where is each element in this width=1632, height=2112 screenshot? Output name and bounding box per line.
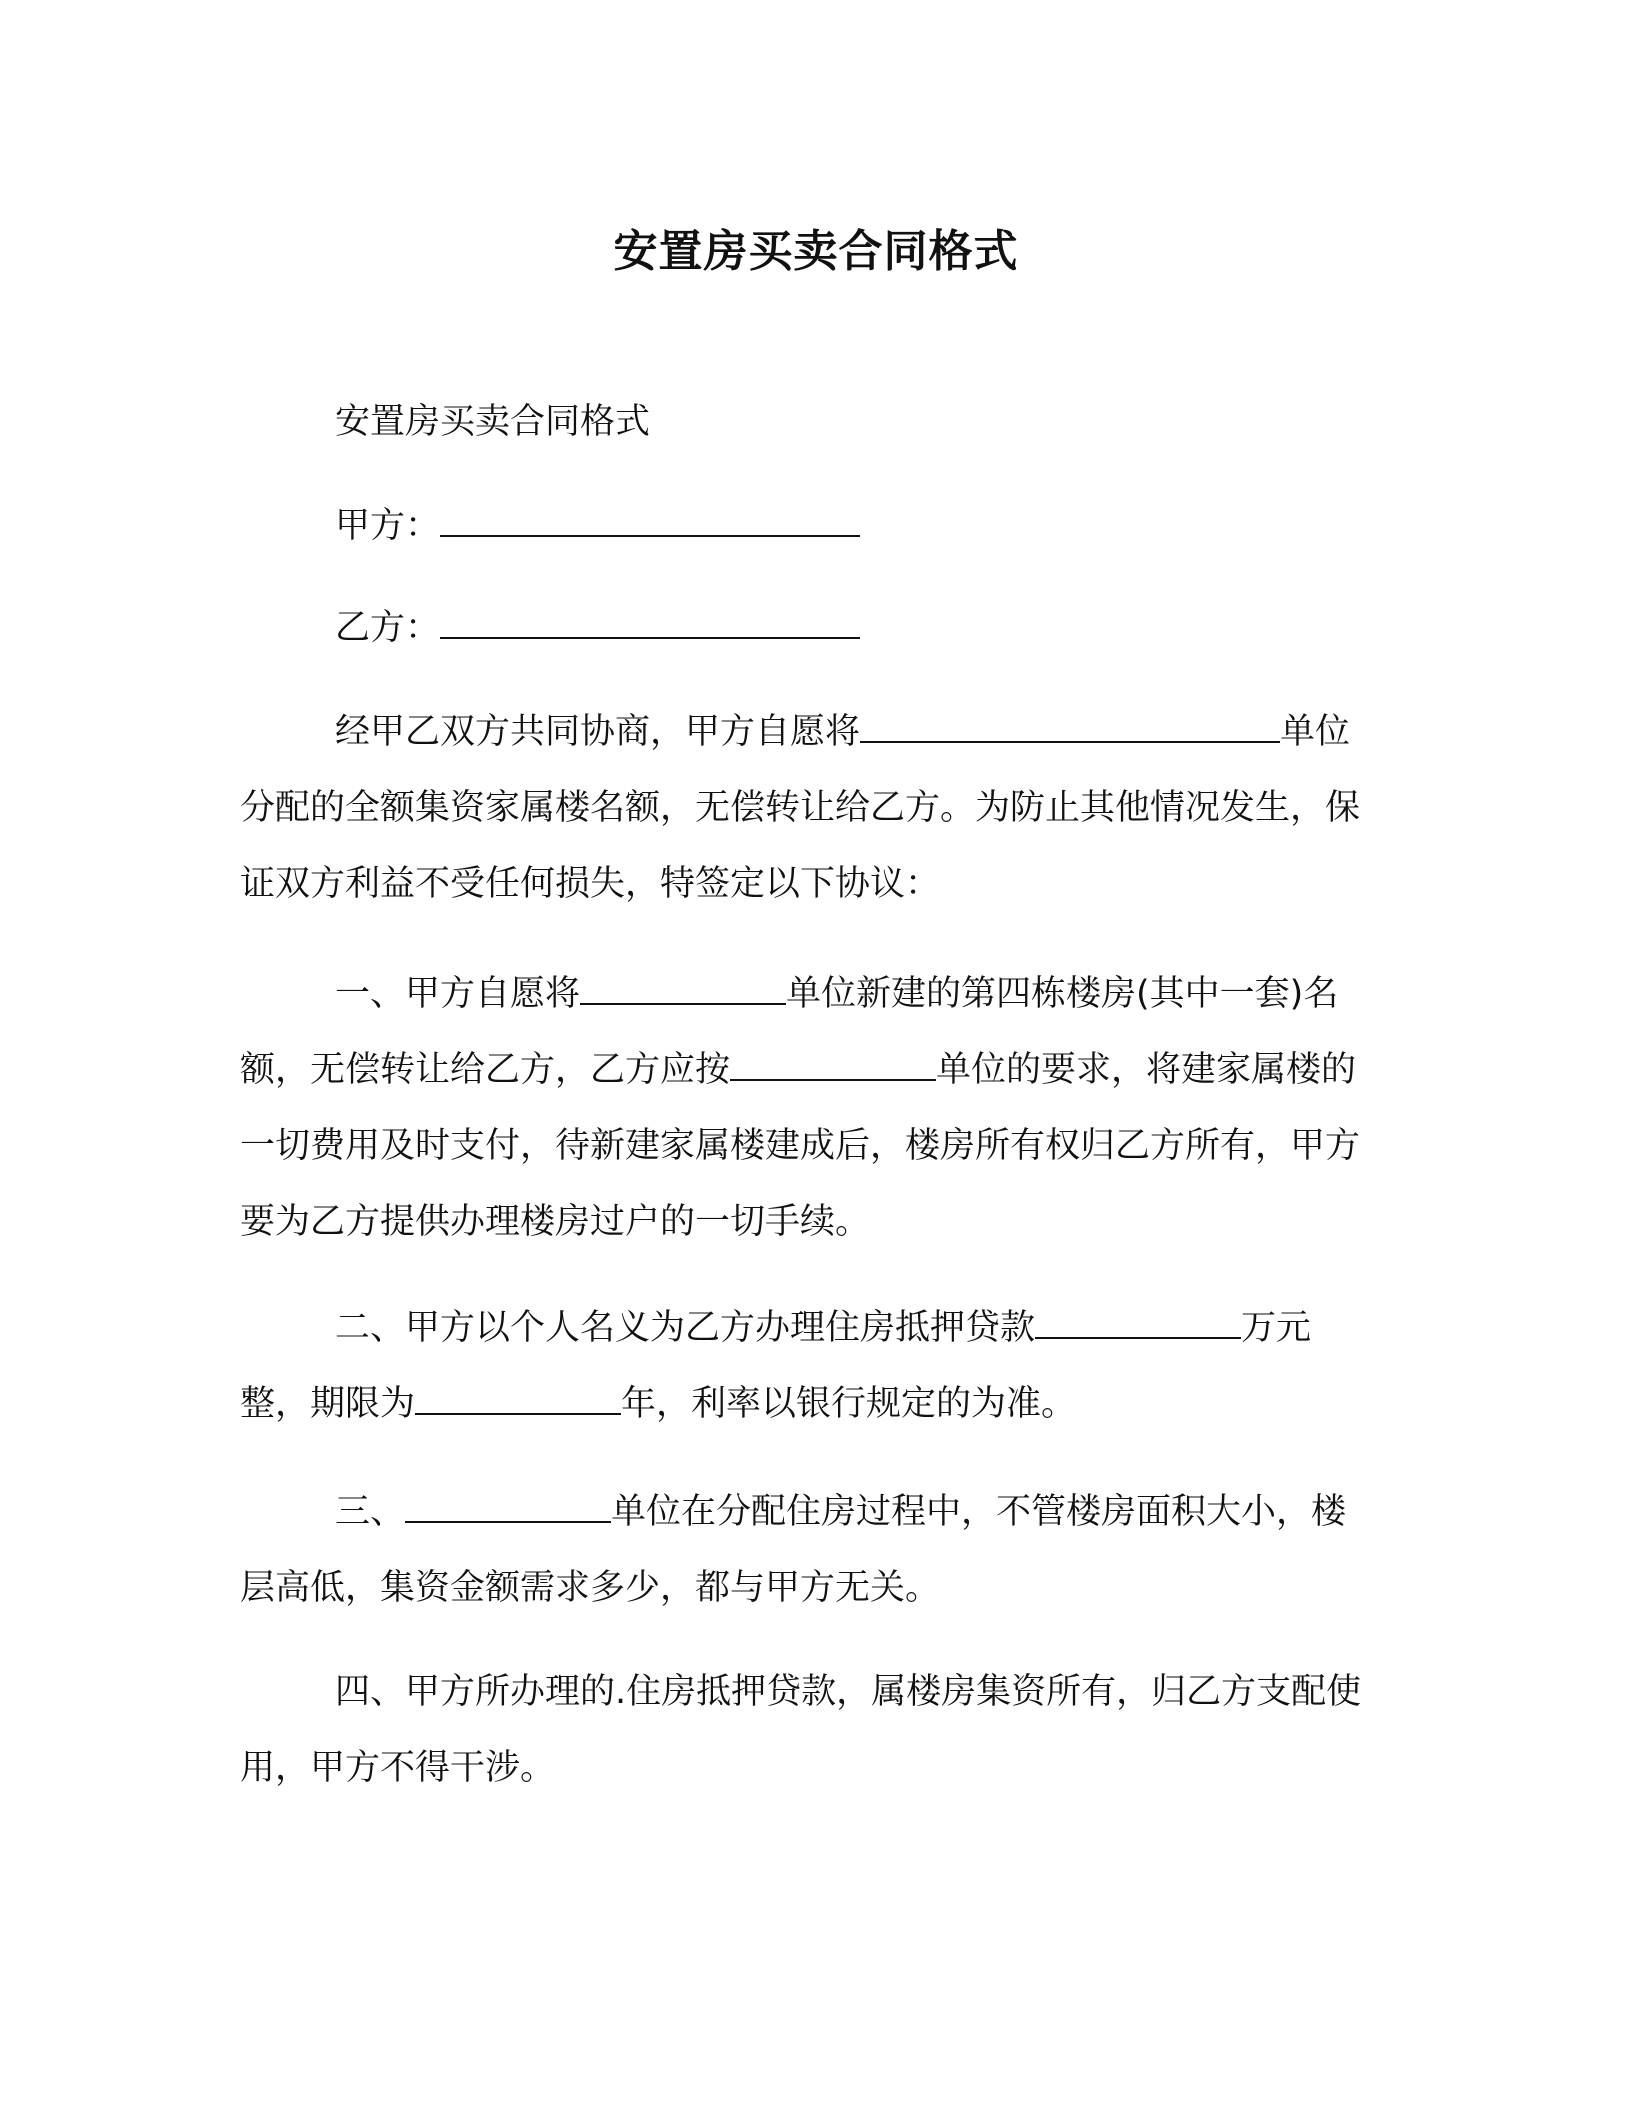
document-title: 安置房买卖合同格式	[613, 226, 1019, 277]
clause-4-text: 四、甲方所办理的.住房抵押贷款，属楼房集资所有，归乙方支配使用，甲方不得干涉。	[240, 1672, 1362, 1788]
party-b-line	[240, 590, 1380, 666]
clause-1-text-1: 一、甲方自愿将	[335, 974, 581, 1014]
clause-2-text-1: 二、甲方以个人名义为乙方办理住房抵押贷款	[335, 1308, 1036, 1348]
clause-2-text-3: 年，利率以银行规定的为准。	[621, 1384, 1077, 1424]
clause-2-text-2: 万元整，期限为	[240, 1308, 1312, 1424]
clause-1-unit-blank-2[interactable]	[730, 1051, 936, 1081]
intro-unit-blank[interactable]	[860, 713, 1280, 743]
clause-1-text-3: 单位的要求，将建家属楼的一切费用及时支付，待新建家属楼建成后，楼房所有权归乙方所有，甲方要为乙方提供办理楼房过户的一切手续。	[240, 1050, 1361, 1242]
intro-text-1: 经甲乙双方共同协商，甲方自愿将	[335, 712, 861, 752]
intro-paragraph	[240, 694, 1380, 922]
clause-2-years-blank[interactable]	[415, 1385, 621, 1415]
party-b-blank[interactable]	[440, 609, 860, 639]
party-a-blank[interactable]	[440, 507, 860, 537]
clause-1	[240, 956, 1380, 1260]
clause-3-text-2: 单位在分配住房过程中，不管楼房面积大小，楼层高低，集资金额需求多少，都与甲方无关。	[240, 1492, 1347, 1608]
party-a-line	[240, 488, 1380, 564]
clause-3	[240, 1474, 1380, 1626]
clause-1-text-2: 单位新建的第四栋楼房(其中一套)名额，无偿转让给乙方，乙方应按	[240, 974, 1339, 1090]
clause-2-amount-blank[interactable]	[1035, 1309, 1241, 1339]
document-subtitle: 安置房买卖合同格式	[335, 402, 651, 442]
clause-3-text-1: 三、	[335, 1492, 406, 1532]
clause-2	[240, 1290, 1380, 1442]
intro-text-2: 单位分配的全额集资家属楼名额，无偿转让给乙方。为防止其他情况发生，保证双方利益不受任何损失，特签定以下协议：	[240, 712, 1361, 904]
party-a-label: 甲方：	[335, 506, 441, 546]
clause-4	[240, 1654, 1380, 1806]
party-b-label: 乙方：	[335, 608, 441, 648]
clause-3-unit-blank[interactable]	[405, 1493, 611, 1523]
document-subtitle-block	[240, 384, 1380, 460]
clause-1-unit-blank[interactable]	[580, 975, 786, 1005]
